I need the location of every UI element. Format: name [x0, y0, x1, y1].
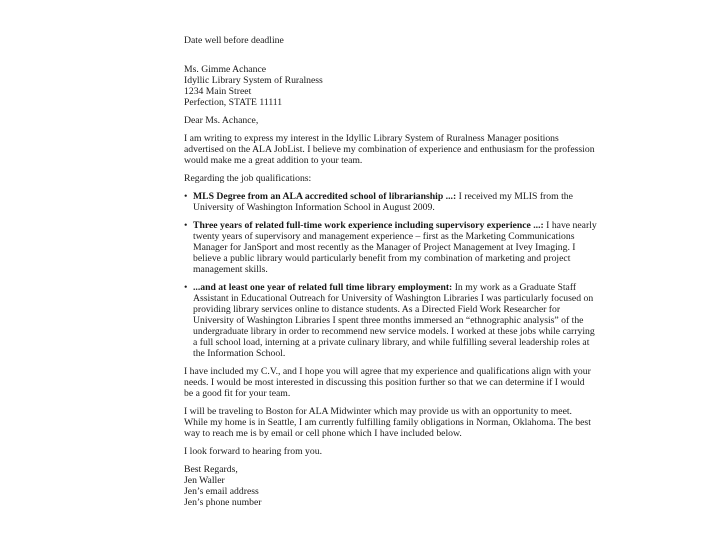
qualification-text: twenty years of supervisory and management experience – first as the Marketing Communications	[193, 231, 575, 242]
qualification-text: Assistant in Educational Outreach for University of Washington Libraries I was particularly focused on	[193, 293, 594, 304]
qualification-text: providing library services online to distance students. As a Directed Field Work Researcher for	[193, 304, 561, 315]
qualification-requirement: Three years of related full-time work experience including supervisory experience ...:	[193, 220, 544, 231]
qualifications-list	[184, 191, 597, 359]
qualification-item	[184, 282, 597, 359]
regarding-line	[184, 173, 597, 184]
letter-date	[184, 35, 597, 46]
qualification-requirement: ...and at least one year of related full time library employment:	[193, 282, 453, 293]
qualification-line	[193, 315, 597, 326]
qualification-text: a full school load, interning at a private culinary library, and while fulfilling several leadership roles at	[193, 337, 590, 348]
qualification-text: undergraduate library in order to recommend new service models. I worked at these jobs while carrying	[193, 326, 595, 337]
qualification-line	[193, 326, 597, 337]
qualification-requirement: MLS Degree from an ALA accredited school of librarianship ...:	[193, 191, 457, 202]
intro-line: would make me a great addition to your team.	[184, 155, 363, 166]
intro-line: advertised on the ALA JobList. I believe my combination of experience and enthusiasm for the profession	[184, 144, 595, 155]
intro-line: I am writing to express my interest in the Idyllic Library System of Ruralness Manager positions	[184, 133, 559, 144]
signature-line: Jen’s email address	[184, 486, 259, 497]
signature-block	[184, 464, 597, 508]
recipient-line: Idyllic Library System of Ruralness	[184, 75, 323, 86]
cv-paragraph	[184, 366, 597, 399]
recipient-line: Ms. Gimme Achance	[184, 64, 267, 75]
recipient-address	[184, 64, 597, 108]
qualification-text: management skills.	[193, 264, 268, 275]
qualification-text: believe a public library would particularly benefit from my combination of marketing and project	[193, 253, 571, 264]
bullet-icon: •	[184, 282, 188, 293]
qualification-line	[193, 304, 597, 315]
qualification-text: In my work as a Graduate Staff	[452, 282, 577, 293]
recipient-line: 1234 Main Street	[184, 86, 252, 97]
qualification-line	[193, 231, 597, 242]
closing-text: I look forward to hearing from you.	[184, 446, 323, 457]
regarding-text: Regarding the job qualifications:	[184, 173, 312, 184]
salutation-text: Dear Ms. Achance,	[184, 115, 259, 126]
bullet-icon: •	[184, 220, 188, 231]
closing-line	[184, 446, 597, 457]
qualification-body	[193, 282, 597, 359]
qualification-item	[184, 220, 597, 275]
qualification-line	[193, 220, 597, 231]
cv-line: I have included my C.V., and I hope you will agree that my experience and qualifications align with your	[184, 366, 591, 377]
travel-line: I will be traveling to Boston for ALA Midwinter which may provide us with an opportunity to meet.	[184, 406, 572, 417]
qualification-line	[193, 293, 597, 304]
qualification-body	[193, 191, 597, 213]
qualification-line	[193, 282, 597, 293]
qualification-line	[193, 337, 597, 348]
signature-line: Best Regards,	[184, 464, 238, 475]
date-text: Date well before deadline	[184, 35, 284, 46]
qualification-text: I have nearly	[543, 220, 597, 231]
qualification-text: I received my MLIS from the	[456, 191, 573, 202]
cv-line: be a good fit for your team.	[184, 388, 291, 399]
qualification-text: University of Washington Information School in August 2009.	[193, 202, 435, 213]
cv-line: needs. I would be most interested in discussing this position further so that we can determine if I would	[184, 377, 585, 388]
intro-paragraph	[184, 133, 597, 166]
bullet-icon: •	[184, 191, 188, 202]
recipient-line: Perfection, STATE 11111	[184, 97, 283, 108]
travel-line: While my home is in Seattle, I am currently fulfilling family obligations in Norman, Oklahoma. The best	[184, 417, 591, 428]
signature-line: Jen Waller	[184, 475, 225, 486]
qualification-text: Manager for JanSport and most recently as the Manager of Project Management at Ivey Imaging. I	[193, 242, 576, 253]
qualification-line	[193, 264, 597, 275]
salutation	[184, 115, 597, 126]
qualification-line	[193, 191, 597, 202]
qualification-line	[193, 202, 597, 213]
qualification-line	[193, 253, 597, 264]
qualification-text: the Information School.	[193, 348, 286, 359]
cover-letter	[184, 35, 597, 515]
qualification-line	[193, 348, 597, 359]
qualification-item	[184, 191, 597, 213]
qualification-line	[193, 242, 597, 253]
travel-line: way to reach me is by email or cell phone which I have included below.	[184, 428, 462, 439]
signature-line: Jen’s phone number	[184, 497, 262, 508]
qualification-body	[193, 220, 597, 275]
qualification-text: University of Washington Libraries I spent three months immersed an “ethnographic analysis” of the	[193, 315, 584, 326]
travel-paragraph	[184, 406, 597, 439]
